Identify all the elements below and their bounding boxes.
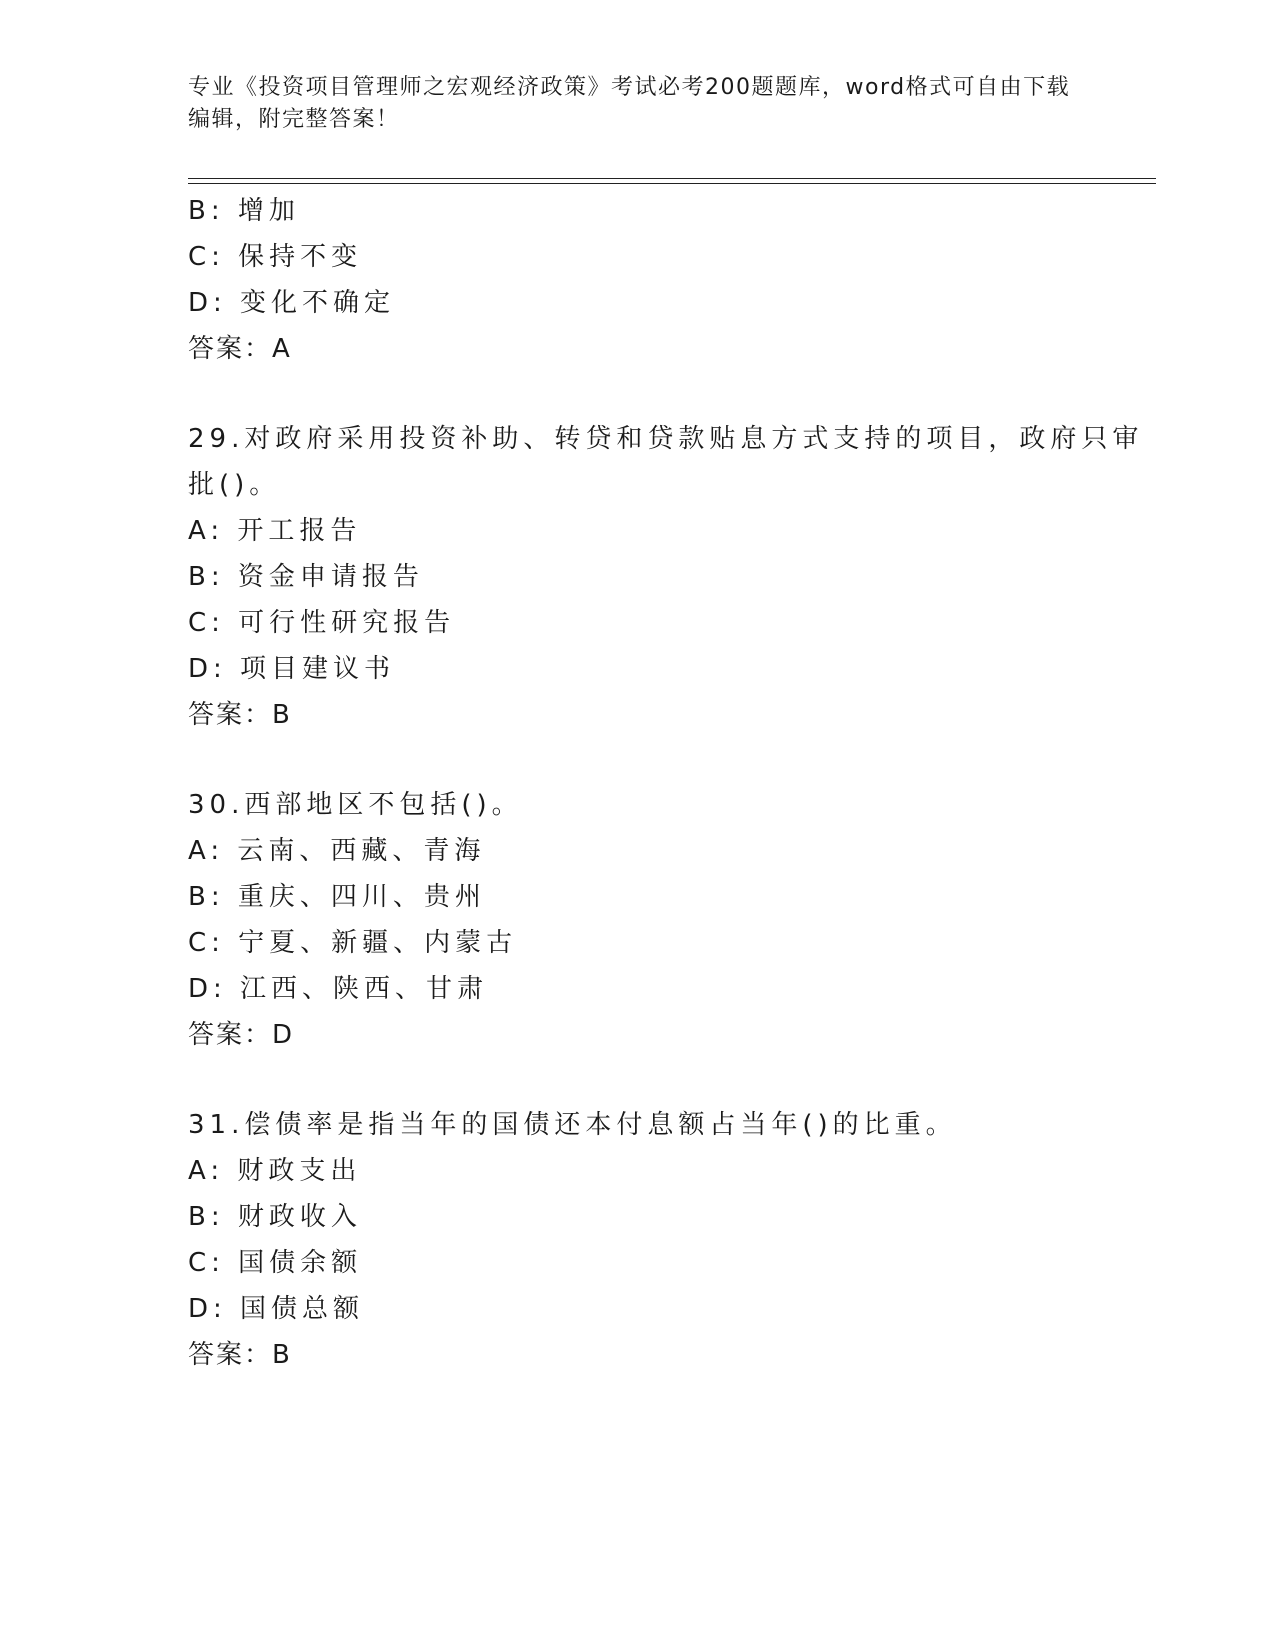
previous-question-options	[188, 188, 1088, 372]
question-text-continued: 批()。	[188, 470, 281, 500]
option-a: A: 开工报告	[188, 516, 362, 546]
option-d: D: 变化不确定	[188, 288, 396, 318]
question-text: 30.西部地区不包括()。	[188, 790, 523, 820]
question-text: 29.对政府采用投资补助、转贷和贷款贴息方式支持的项目，政府只审	[188, 424, 1144, 454]
option-b: B: 增加	[188, 196, 300, 226]
option-b: B: 财政收入	[188, 1202, 362, 1232]
option-c: C: 可行性研究报告	[188, 608, 456, 638]
question-31	[188, 1102, 1088, 1378]
document-body	[188, 188, 1144, 1378]
option-a: A: 财政支出	[188, 1156, 362, 1186]
answer-line: 答案：D	[188, 1020, 295, 1050]
option-a: A: 云南、西藏、青海	[188, 836, 486, 866]
option-d: D: 江西、陕西、甘肃	[188, 974, 489, 1004]
answer-line: 答案：B	[188, 1340, 292, 1370]
question-29	[188, 416, 1144, 738]
option-b: B: 资金申请报告	[188, 562, 424, 592]
answer-line: 答案：B	[188, 700, 292, 730]
question-30	[188, 782, 1088, 1058]
answer-line: 答案：A	[188, 334, 292, 364]
document-header: 专业《投资项目管理师之宏观经济政策》考试必考200题题库，word格式可自由下载编辑，附完整答案！	[188, 75, 1071, 132]
header-rule-bottom	[188, 183, 1156, 184]
option-c: C: 保持不变	[188, 242, 363, 272]
option-d: D: 项目建议书	[188, 654, 396, 684]
option-d: D: 国债总额	[188, 1294, 365, 1324]
question-text: 31.偿债率是指当年的国债还本付息额占当年()的比重。	[188, 1110, 957, 1140]
header-rule-top	[188, 178, 1156, 179]
option-c: C: 国债余额	[188, 1248, 363, 1278]
option-b: B: 重庆、四川、贵州	[188, 882, 486, 912]
option-c: C: 宁夏、新疆、内蒙古	[188, 928, 518, 958]
